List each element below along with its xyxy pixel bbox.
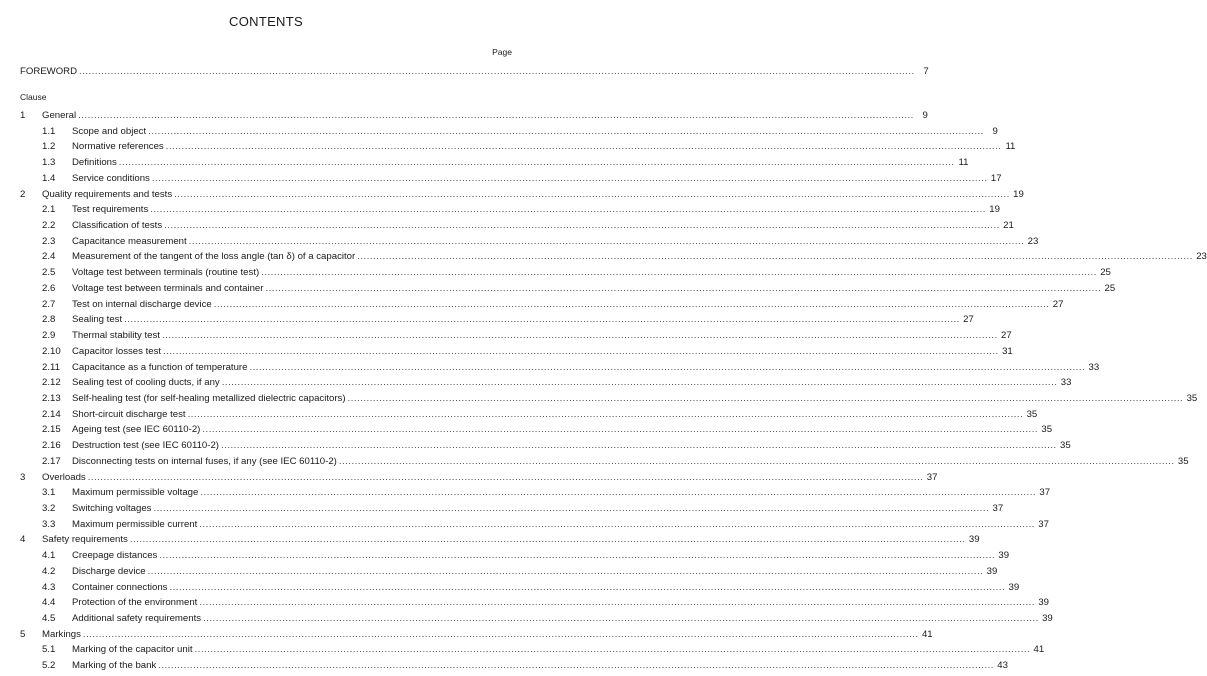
dot-leader — [124, 314, 960, 325]
page-title: CONTENTS — [229, 14, 303, 29]
toc-entry-page-number: 21 — [1003, 220, 1014, 232]
toc-entry-page-number: 39 — [998, 550, 1010, 562]
dot-leader — [348, 393, 1184, 404]
toc-entry-title: FOREWORD — [20, 66, 78, 77]
toc-entry-page-number: 9 — [922, 110, 928, 121]
toc-entry-title: Capacitance measurement — [72, 235, 187, 247]
toc-entry-title: Definitions — [72, 157, 117, 169]
toc-entry-title: Thermal stability test — [72, 330, 160, 342]
toc-entry-page-number: 39 — [1008, 581, 1020, 593]
toc-entry-number: 3 — [20, 471, 26, 483]
toc-entry[interactable] — [42, 251, 1207, 267]
toc-entry-page-number: 31 — [1002, 345, 1013, 357]
toc-entry-title: Classification of tests — [72, 220, 163, 232]
toc-entry-page-number: 39 — [1042, 613, 1053, 625]
toc-entry-page-number: 27 — [1001, 330, 1012, 342]
toc-entry-title: Protection of the environment — [72, 597, 198, 609]
dot-leader — [159, 550, 995, 561]
dot-leader — [164, 220, 1000, 231]
toc-entry-number: 3.2 — [42, 503, 56, 514]
toc-entry-page-number: 41 — [921, 628, 933, 640]
dot-leader — [249, 362, 1085, 373]
toc-entry-page-number: 27 — [1052, 298, 1064, 310]
page-column-label: Page — [492, 47, 512, 57]
dot-leader — [166, 141, 1002, 152]
toc-entry-title: Sealing test — [72, 314, 123, 326]
toc-entry-title: Capacitance as a function of temperature — [72, 361, 248, 373]
toc-entry-title: Measurement of the tangent of the loss angle (tan δ) of a capacitor — [72, 251, 356, 263]
dot-leader — [222, 377, 1058, 388]
dot-leader — [200, 487, 1036, 498]
toc-entry-number: 1.4 — [42, 172, 56, 184]
toc-entry-title: Destruction test (see IEC 60110-2) — [72, 440, 219, 452]
toc-entry-page-number: 19 — [989, 204, 1000, 216]
dot-leader — [83, 629, 919, 640]
toc-entry-page-number: 43 — [997, 660, 1008, 672]
dot-leader — [265, 283, 1101, 294]
dot-leader — [148, 566, 984, 577]
toc-entry-number: 1.3 — [42, 157, 56, 169]
dot-leader — [199, 597, 1035, 608]
toc-entry-title: Self-healing test (for self-healing metallized dielectric capacitors) — [72, 392, 346, 404]
toc-entry-page-number: 37 — [1038, 518, 1049, 530]
toc-entry[interactable] — [42, 267, 1111, 283]
toc-entry[interactable] — [42, 141, 1016, 157]
toc-entry-title: Test on internal discharge device — [72, 298, 212, 310]
dot-leader — [189, 236, 1025, 247]
toc-entry-page-number: 35 — [1041, 424, 1053, 436]
toc-entry-number: 2.4 — [42, 251, 56, 263]
toc-entry[interactable] — [42, 597, 1050, 613]
toc-entry-page-number: 35 — [1186, 392, 1198, 404]
dot-leader — [158, 660, 994, 671]
toc-entry-number: 4.5 — [42, 613, 56, 625]
dot-leader — [199, 519, 1035, 530]
toc-entry-number: 4.4 — [42, 597, 56, 609]
toc-entry-title: Maximum permissible current — [72, 518, 198, 530]
toc-entry[interactable] — [42, 361, 1100, 378]
toc-entry-page-number: 39 — [986, 565, 998, 577]
toc-entry[interactable] — [42, 157, 969, 173]
toc-entry-number: 2.15 — [42, 424, 61, 436]
dot-leader — [150, 204, 986, 215]
dot-leader — [221, 440, 1057, 451]
dot-leader — [214, 299, 1050, 310]
toc-entry-title: Voltage test between terminals and container — [72, 282, 264, 294]
toc-entry-page-number: 37 — [1039, 487, 1051, 499]
dot-leader — [162, 330, 998, 341]
dot-leader — [203, 613, 1039, 624]
toc-entry-page-number: 9 — [992, 125, 998, 137]
toc-entry[interactable] — [42, 613, 1053, 629]
toc-entry-title: Switching voltages — [72, 503, 152, 514]
toc-entry-title: Discharge device — [72, 565, 146, 577]
toc-entry-title: Scope and object — [72, 125, 147, 137]
toc-entry-page-number: 17 — [990, 172, 1002, 184]
toc-entry-title: Creepage distances — [72, 550, 158, 562]
toc-entry-number: 2.2 — [42, 220, 56, 232]
toc-entry-page-number: 35 — [1026, 408, 1038, 420]
toc-entry-number: 2.1 — [42, 204, 56, 216]
toc-entry[interactable] — [42, 345, 1013, 362]
toc-entry[interactable] — [42, 204, 1000, 220]
dot-leader — [153, 503, 989, 514]
toc-entry[interactable] — [42, 282, 1116, 299]
toc-entry-page-number: 41 — [1033, 644, 1045, 656]
toc-entry-title: Maximum permissible voltage — [72, 487, 199, 499]
toc-entry-title: Voltage test between terminals (routine test) — [72, 267, 260, 279]
toc-entry-page-number: 37 — [926, 471, 938, 483]
toc-entry-title: Service conditions — [72, 172, 150, 184]
toc-entry[interactable] — [42, 235, 1039, 252]
toc-entry-number: 2.13 — [42, 392, 61, 404]
toc-entry-number: 4.1 — [42, 550, 56, 562]
dot-leader — [202, 424, 1038, 435]
toc-entry-title: General — [42, 110, 77, 121]
toc-entry-number: 5 — [20, 628, 26, 640]
toc-entry-number: 2.8 — [42, 314, 56, 326]
toc-entry-page-number: 39 — [968, 534, 980, 546]
toc-entry-title: Test requirements — [72, 204, 149, 216]
toc-entry-page-number: 35 — [1177, 455, 1189, 467]
toc-entry-title: Markings — [42, 628, 81, 640]
dot-leader — [357, 251, 1193, 262]
toc-entry[interactable] — [42, 220, 1014, 236]
toc-entry[interactable] — [42, 377, 1072, 393]
toc-entry-title: Container connections — [72, 581, 168, 593]
toc-entry-number: 2.16 — [42, 440, 61, 452]
toc-entry[interactable] — [42, 172, 1002, 189]
dot-leader — [79, 66, 915, 77]
toc-entry[interactable] — [42, 581, 1020, 598]
toc-entry[interactable] — [42, 314, 974, 330]
toc-entry[interactable] — [20, 534, 980, 550]
toc-entry[interactable] — [42, 330, 1012, 346]
toc-entry[interactable] — [42, 660, 1008, 676]
clause-column-label: Clause — [20, 92, 47, 102]
toc-entry[interactable] — [42, 550, 1010, 566]
toc-entry-page-number: 35 — [1060, 440, 1071, 452]
toc-entry-number: 2.10 — [42, 345, 61, 357]
toc-entry[interactable] — [42, 644, 1045, 660]
toc-entry-page-number: 19 — [1013, 188, 1024, 200]
toc-entry[interactable] — [20, 66, 929, 82]
dot-leader — [195, 644, 1031, 655]
toc-entry-number: 4.2 — [42, 565, 56, 577]
toc-entry-page-number: 27 — [963, 314, 974, 326]
dot-leader — [119, 157, 955, 168]
dot-leader — [339, 456, 1175, 467]
toc-entry-title: Ageing test (see IEC 60110-2) — [72, 424, 201, 436]
dot-leader — [88, 472, 924, 483]
toc-entry-title: Additional safety requirements — [72, 613, 202, 625]
toc-entry-page-number: 37 — [992, 503, 1004, 514]
toc-entry[interactable] — [42, 424, 1053, 440]
toc-entry-page-number: 23 — [1196, 251, 1207, 263]
toc-entry[interactable] — [42, 565, 998, 582]
toc-entry-number: 2.6 — [42, 282, 56, 294]
toc-entry-title: Capacitor losses test — [72, 345, 162, 357]
dot-leader — [174, 189, 1010, 200]
toc-entry-page-number: 23 — [1027, 235, 1039, 247]
toc-entry[interactable] — [42, 392, 1198, 409]
toc-entry-number: 1.2 — [42, 141, 56, 153]
toc-entry-number: 5.1 — [42, 644, 56, 656]
toc-entry-number: 2.9 — [42, 330, 56, 342]
toc-entry-number: 5.2 — [42, 660, 56, 672]
toc-entry[interactable] — [42, 455, 1189, 472]
toc-entry-number: 1 — [20, 110, 26, 121]
toc-entry-title: Safety requirements — [42, 534, 128, 546]
toc-entry-title: Disconnecting tests on internal fuses, if any (see IEC 60110-2) — [72, 455, 337, 467]
toc-entry-number: 2.5 — [42, 267, 56, 279]
toc-entry-page-number: 11 — [1005, 141, 1016, 153]
toc-entry-number: 2.17 — [42, 455, 61, 467]
toc-entry[interactable] — [20, 471, 938, 488]
toc-entry[interactable] — [42, 487, 1051, 503]
toc-entry[interactable] — [42, 440, 1071, 456]
toc-entry[interactable] — [42, 408, 1038, 425]
dot-leader — [169, 582, 1005, 593]
toc-entry[interactable] — [20, 110, 928, 126]
toc-entry-page-number: 33 — [1060, 377, 1072, 389]
dot-leader — [152, 173, 988, 184]
toc-entry-number: 1.1 — [42, 125, 56, 137]
dot-leader — [163, 346, 999, 357]
toc-entry-number: 4 — [20, 534, 26, 546]
toc-entry-number: 3.1 — [42, 487, 56, 499]
toc-entry-title: Overloads — [42, 471, 86, 483]
dot-leader — [130, 534, 966, 545]
toc-entry-page-number: 39 — [1038, 597, 1050, 609]
toc-entry-title: Short-circuit discharge test — [72, 408, 186, 420]
toc-entry-number: 2.14 — [42, 408, 61, 420]
dot-leader — [261, 267, 1097, 278]
toc-entry[interactable] — [20, 188, 1024, 205]
toc-entry-number: 2.7 — [42, 298, 56, 310]
toc-entry-title: Marking of the bank — [72, 660, 157, 672]
dot-leader — [78, 110, 914, 121]
toc-entry-page-number: 25 — [1100, 267, 1111, 279]
toc-entry-page-number: 11 — [958, 157, 969, 169]
dot-leader — [148, 126, 984, 137]
toc-entry[interactable] — [20, 628, 933, 645]
toc-entry-number: 4.3 — [42, 581, 56, 593]
toc-entry-number: 3.3 — [42, 518, 56, 530]
toc-entry-number: 2.3 — [42, 235, 56, 247]
dot-leader — [188, 409, 1024, 420]
toc-entry-title: Quality requirements and tests — [42, 188, 173, 200]
toc-entry-number: 2.12 — [42, 377, 61, 389]
toc-entry-number: 2 — [20, 188, 26, 200]
toc-entry[interactable] — [42, 503, 1004, 519]
toc-entry-page-number: 33 — [1088, 361, 1100, 373]
toc-entry-title: Sealing test of cooling ducts, if any — [72, 377, 220, 389]
toc-entry-title: Marking of the capacitor unit — [72, 644, 193, 656]
toc-entry-title: Normative references — [72, 141, 164, 153]
toc-entry[interactable] — [42, 298, 1064, 315]
toc-entry[interactable] — [42, 518, 1049, 535]
toc-entry-page-number: 7 — [923, 66, 929, 77]
toc-entry[interactable] — [42, 125, 998, 142]
toc-entry-number: 2.11 — [42, 361, 60, 373]
toc-entry-page-number: 25 — [1104, 282, 1116, 294]
